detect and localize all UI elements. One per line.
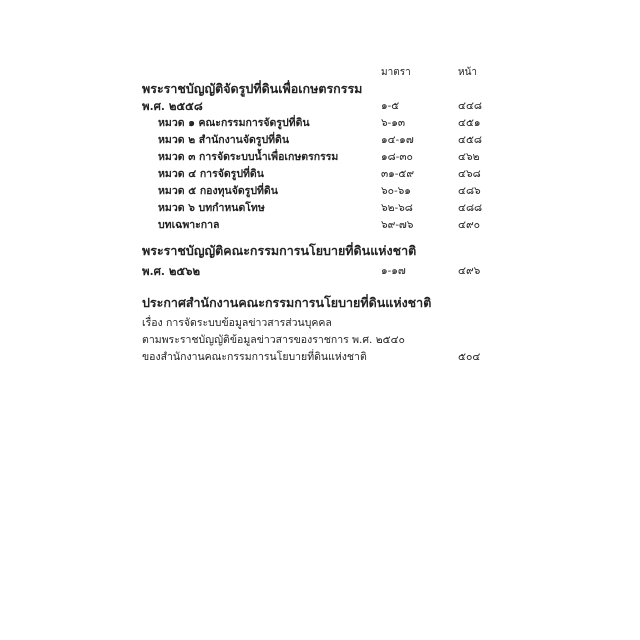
act1-year: พ.ศ. ๒๕๕๘ [142,99,203,113]
announcement-line [0,331,640,349]
act1-title-row [0,80,640,98]
act2-title: พระราชบัญญัติคณะกรรมการนโยบายที่ดินแห่งชาติ [142,243,417,258]
announcement-text: เรื่อง การจัดระบบข้อมูลข่าวสารส่วนบุคคล [142,317,332,329]
announcement-page: ๕๐๔ [458,351,481,363]
announcement-line [0,348,640,366]
act1-sections: ๑-๕ [381,100,400,112]
chapter-row [0,114,640,132]
chapter-row [0,148,640,166]
page-column-label: หน้า [458,67,478,78]
chapter-label: หมวด ๒ สำนักงานจัดรูปที่ดิน [158,134,290,146]
announcement-text: ของสำนักงานคณะกรรมการนโยบายที่ดินแห่งชาติ [142,351,367,363]
chapter-row [0,131,640,149]
chapter-page: ๔๕๑ [458,117,481,129]
act2-page: ๔๙๖ [458,265,481,277]
chapter-row [0,182,640,200]
chapter-sections: ๖๒-๖๘ [381,202,413,214]
act1-title: พระราชบัญญัติจัดรูปที่ดินเพื่อเกษตรกรรม [142,81,363,96]
chapter-label: หมวด ๖ บทกำหนดโทษ [158,202,265,214]
chapter-sections: ๖๙-๗๖ [381,219,414,231]
chapter-row [0,165,640,183]
act2-year: พ.ศ. ๒๕๖๒ [142,264,201,278]
chapter-row [0,199,640,217]
act1-page: ๔๔๘ [458,100,482,112]
chapter-page: ๔๕๘ [458,134,482,146]
act2-title-row [0,242,640,260]
chapter-page: ๔๖๘ [458,168,481,180]
chapter-sections: ๑๘-๓๐ [381,151,413,163]
chapter-sections: ๑๔-๑๗ [381,134,414,146]
chapter-sections: ๓๑-๕๙ [381,168,415,180]
announcement-title-row [0,294,640,312]
chapter-sections: ๖๐-๖๑ [381,185,411,197]
chapter-label: บทเฉพาะกาล [158,219,220,231]
chapter-label: หมวด ๔ การจัดรูปที่ดิน [158,168,264,180]
section-column-label: มาตรา [381,67,411,78]
chapter-row [0,216,640,234]
act2-year-row [0,262,640,280]
act1-year-row [0,97,640,115]
chapter-label: หมวด ๓ การจัดระบบน้ำเพื่อเกษตรกรรม [158,151,339,163]
chapter-page: ๔๘๘ [458,202,483,214]
chapter-page: ๔๘๖ [458,185,481,197]
announcement-text: ตามพระราชบัญญัติข้อมูลข่าวสารของราชการ พ.ศ. ๒๕๔๐ [142,334,405,346]
chapter-page: ๔๖๒ [458,151,480,163]
chapter-page: ๔๙๐ [458,219,481,231]
chapter-label: หมวด ๕ กองทุนจัดรูปที่ดิน [158,185,278,197]
announcement-line [0,314,640,332]
chapter-sections: ๖-๑๓ [381,117,406,129]
chapter-label: หมวด ๑ คณะกรรมการจัดรูปที่ดิน [158,117,310,129]
announcement-title: ประกาศสำนักงานคณะกรรมการนโยบายที่ดินแห่งชาติ [142,295,432,310]
act2-sections: ๑-๑๗ [381,265,406,277]
